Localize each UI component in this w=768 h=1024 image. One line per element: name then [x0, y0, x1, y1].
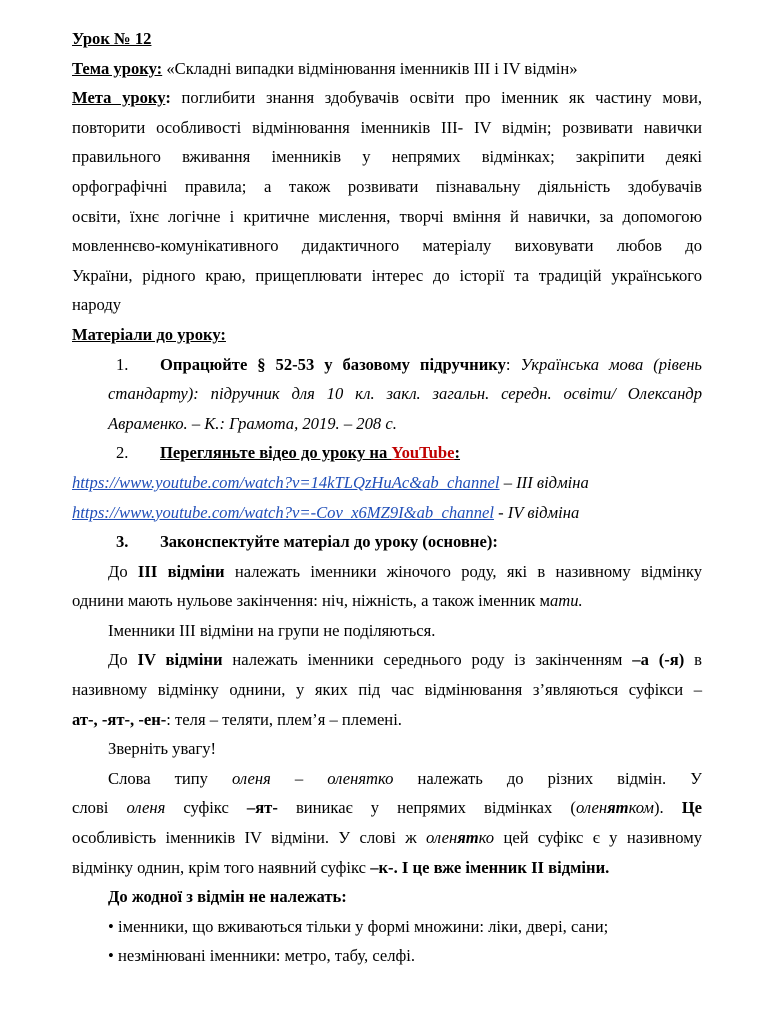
materials-item-1: 1. Опрацюйте § 52-53 у базовому підручнику: Українська мова (рівень стандарту): підручник для 10 кл. закл. загальн. середн. освіти/ Олександр Авраменко. – К.: Грамота, 2019. – 208 с. — [108, 354, 702, 433]
notes-olenia-example: Слова типу оленя – оленятко належать до різних відмін. У слові оленя суфікс –ят- виникає у непрямих відмінках (оленятком). Це особливість іменників ІV відміни. У слові ж оленятко цей суфікс є у називному відмінку однин, крім того наявний суфікс –к-. І це вже іменник ІІ відміни. — [72, 768, 703, 877]
lesson-number: Урок № 12 — [72, 29, 152, 48]
materials-item-2: 2. Перегляньте відео до уроку на YouTube: — [116, 443, 461, 463]
notes-bullet-indeclinable: • незмінювані іменники: метро, табу, селфі. — [108, 946, 416, 966]
notes-third-groups: Іменники ІІІ відміни на групи не поділяються. — [108, 620, 436, 640]
notes-third-declension: До ІІІ відміни належать іменники жіночого роду, які в називному відмінку однини мають нульове закінчення: ніч, ніжність, а також іменник мати. — [72, 561, 702, 611]
materials-item-3: 3. Законспектуйте матеріал до уроку (основне): — [116, 532, 498, 552]
materials-heading: Матеріали до уроку: — [72, 324, 226, 344]
lesson-topic: Тема уроку: «Складні випадки відмінювання іменників ІІІ і ІV відмін» — [72, 58, 578, 78]
lesson-goal: Мета уроку: поглибити знання здобувачів освіти про іменник як частину мови, повторити особливості відмінювання іменників ІІІ- ІV відмін; розвивати навички правильного вживання іменників у непрямих відмінках; закріпити деякі орфографічні правила; а також розвивати пізнавальну діяльність здобувачів освіти, їхнє логічне і критичне мислення, творчі вміння й навички, за допомогою мовленнєво-комунікативного дидактичного матеріалу виховувати любов до України, рідного краю, прищеплювати інтерес до історії та традицій українського народу — [72, 88, 702, 315]
video-link-row-1: https://www.youtube.com/watch?v=14kTLQzHuAc&ab_channel – ІІІ відміна — [72, 472, 589, 492]
video-link-row-2: https://www.youtube.com/watch?v=-Cov_x6MZ9I&ab_channel - ІV відміна — [72, 502, 580, 522]
youtube-link-2[interactable]: https://www.youtube.com/watch?v=-Cov_x6MZ9I&ab_channel — [72, 502, 494, 522]
notes-fourth-declension: До ІV відміни належать іменники середнього роду із закінченням –а (-я) в називному відмінку однини, у яких під час відмінювання з’являються суфікси – ат-, -ят-, -ен-: теля – теляти, плем’я – племені. — [72, 650, 703, 729]
notes-bullet-plural: • іменники, що вживаються тільки у формі множини: ліки, двері, сани; — [108, 916, 609, 936]
notes-attention: Зверніть увагу! — [108, 739, 217, 759]
youtube-link-1[interactable]: https://www.youtube.com/watch?v=14kTLQzHuAc&ab_channel — [72, 472, 500, 492]
youtube-word: YouTube — [391, 443, 455, 463]
notes-no-declension-heading: До жодної з відмін не належать: — [108, 887, 347, 907]
